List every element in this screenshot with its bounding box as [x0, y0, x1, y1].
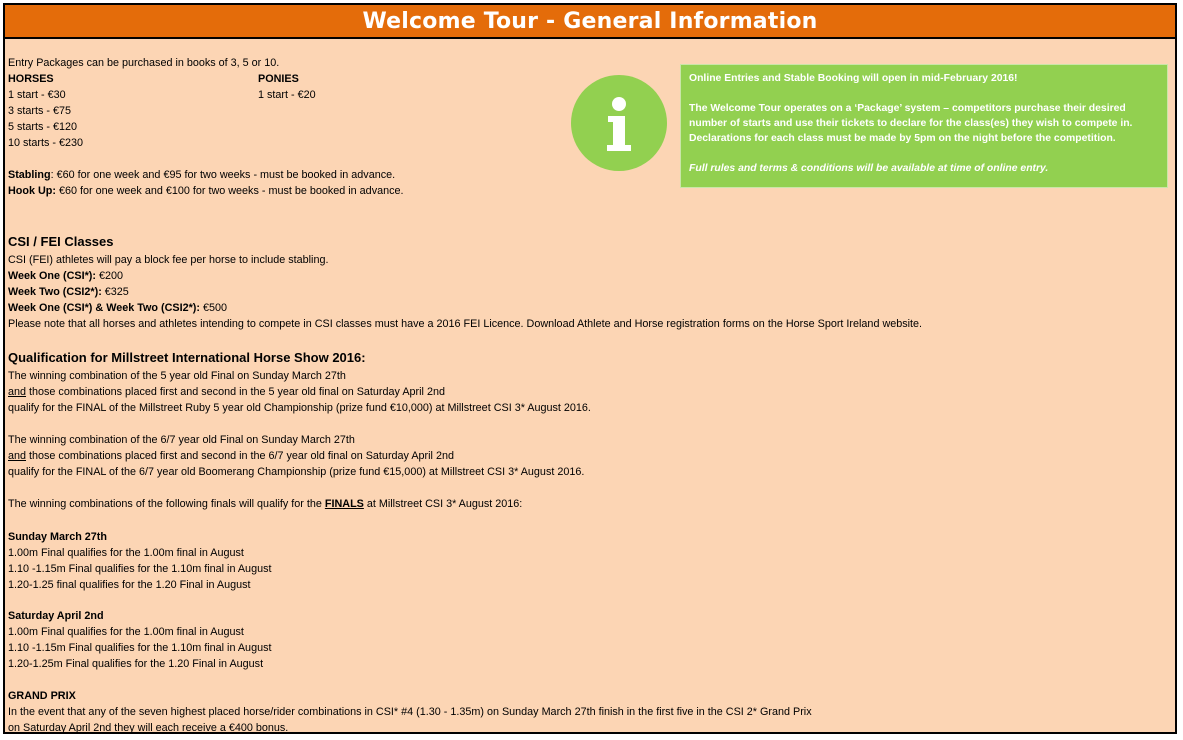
title-bar: [5, 5, 1175, 39]
csi-week2-value: €325: [101, 286, 129, 298]
horse-package-1: 1 start - €30: [8, 89, 66, 101]
csi-week1: [8, 268, 123, 284]
grand-prix-heading: GRAND PRIX: [8, 690, 76, 702]
horse-package-3: 3 starts - €75: [8, 105, 72, 117]
qual-p3-post: at Millstreet CSI 3* August 2016:: [363, 498, 523, 510]
csi-week2: [8, 284, 129, 300]
qual-p1-line2-text: those combinations placed first and second in the 5 year old final on Saturday April 2nd: [26, 386, 445, 398]
stabling-line: [8, 167, 395, 183]
grand-prix-line-1: In the event that any of the seven highest placed horse/rider combinations in CSI* #4 (1.30 - 1.35m) on Sunday March 27th finish in the first five in the CSI 2* Grand Prix: [8, 706, 812, 718]
qual-p3-pre: The winning combinations of the following finals will qualify for the: [8, 498, 325, 510]
csi-week1-value: €200: [96, 270, 124, 282]
grand-prix-line-2: on Saturday April 2nd they will each receive a €400 bonus.: [8, 722, 289, 734]
qual-p2-line2-text: those combinations placed first and second in the 6/7 year old final on Saturday April 2nd: [26, 450, 454, 462]
qualification-heading: Qualification for Millstreet International Horse Show 2016:: [8, 350, 366, 365]
qual-p1-line1: The winning combination of the 5 year old Final on Sunday March 27th: [8, 370, 346, 382]
info-box-line-1: Online Entries and Stable Booking will open in mid-February 2016!: [689, 73, 1018, 84]
saturday-line-1: 1.00m Final qualifies for the 1.00m final in August: [8, 626, 244, 638]
horse-package-5: 5 starts - €120: [8, 121, 78, 133]
info-icon-glyph: [571, 75, 667, 171]
csi-week2-label: Week Two (CSI2*):: [8, 286, 102, 298]
sunday-line-3: 1.20-1.25 final qualifies for the 1.20 Final in August: [8, 579, 251, 591]
horses-heading: HORSES: [8, 73, 54, 85]
csi-note: Please note that all horses and athletes intending to compete in CSI classes must have a 2016 FEI Licence. Download Athlete and Horse registration forms on the Horse Sport Ireland website.: [8, 318, 923, 330]
qual-p2-line3: qualify for the FINAL of the 6/7 year old Boomerang Championship (prize fund €15,000) at Millstreet CSI 3* August 2016.: [8, 466, 585, 478]
qual-p2-line1: The winning combination of the 6/7 year old Final on Sunday March 27th: [8, 434, 355, 446]
csi-week1-label: Week One (CSI*):: [8, 270, 96, 282]
csi-both: [8, 300, 227, 316]
stabling-text: : €60 for one week and €95 for two weeks - must be booked in advance.: [50, 169, 396, 181]
sunday-line-2: 1.10 -1.15m Final qualifies for the 1.10m final in August: [8, 563, 272, 575]
qual-p1-and: and: [8, 386, 27, 398]
stabling-label: Stabling: [8, 169, 51, 181]
packages-intro: Entry Packages can be purchased in books of 3, 5 or 10.: [8, 57, 280, 69]
qual-p2-and: and: [8, 450, 27, 462]
qual-p1-line2: [8, 384, 445, 400]
saturday-line-2: 1.10 -1.15m Final qualifies for the 1.10m final in August: [8, 642, 272, 654]
qual-p3-finals: FINALS: [324, 498, 364, 510]
info-box-line-2: The Welcome Tour operates on a ‘Package’ system – competitors purchase their desired number of starts and use their tickets to declare for the class(es) they wish to compete in. Declarations for each class must be made by 5pm on the night before the competition.: [689, 103, 1133, 144]
hookup-line: [8, 183, 404, 199]
qual-p1-line3: qualify for the FINAL of the Millstreet Ruby 5 year old Championship (prize fund €10,000) at Millstreet CSI 3* August 2016.: [8, 402, 591, 414]
page-title: Welcome Tour - General Information: [362, 8, 818, 34]
ponies-heading: PONIES: [258, 73, 299, 85]
csi-intro: CSI (FEI) athletes will pay a block fee per horse to include stabling.: [8, 254, 329, 266]
csi-both-value: €500: [199, 302, 228, 314]
sunday-heading: Sunday March 27th: [8, 531, 107, 543]
horse-package-10: 10 starts - €230: [8, 137, 84, 149]
info-sheet: [3, 3, 1177, 734]
csi-both-label: Week One (CSI*) & Week Two (CSI2*):: [8, 302, 200, 314]
csi-heading: CSI / FEI Classes: [8, 234, 114, 249]
info-notice-box: [680, 64, 1168, 188]
qual-p2-line2: [8, 448, 454, 464]
sunday-line-1: 1.00m Final qualifies for the 1.00m final in August: [8, 547, 244, 559]
info-icon: [571, 75, 667, 171]
saturday-line-3: 1.20-1.25m Final qualifies for the 1.20 Final in August: [8, 658, 264, 670]
info-box-line-3: Full rules and terms & conditions will be available at time of online entry.: [689, 163, 1049, 174]
hookup-label: Hook Up:: [8, 185, 56, 197]
hookup-text: €60 for one week and €100 for two weeks - must be booked in advance.: [55, 185, 404, 197]
qual-p3: [8, 496, 522, 512]
pony-package-1: 1 start - €20: [258, 89, 316, 101]
saturday-heading: Saturday April 2nd: [8, 610, 104, 622]
